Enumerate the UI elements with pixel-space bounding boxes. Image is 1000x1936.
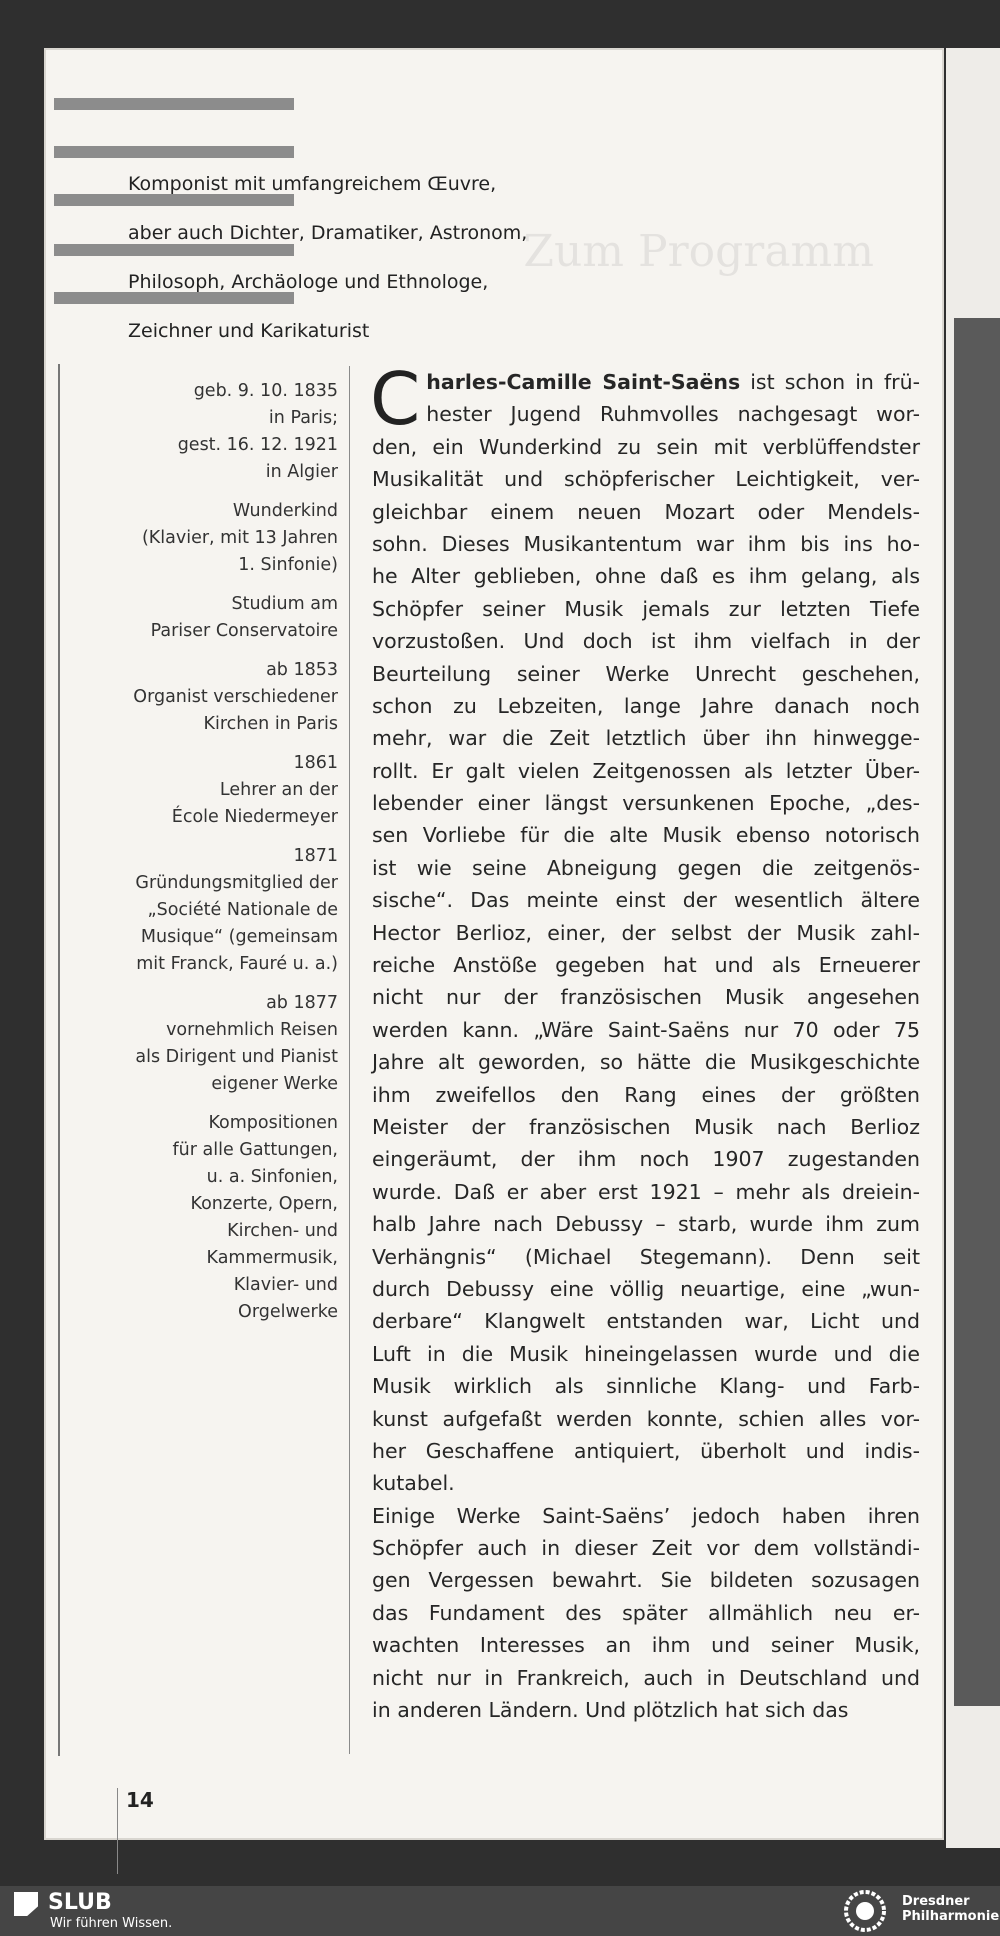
sidebar-line: 1871 bbox=[293, 846, 338, 866]
headline-line: aber auch Dichter, Dramatiker, Astronom, bbox=[128, 222, 528, 244]
body-line: Schöpfer seiner Musik jemals zur letzten Tiefe bbox=[372, 596, 920, 621]
body-line: mehr, war die Zeit letztlich über ihn hinwegge- bbox=[372, 726, 920, 751]
body-line: nicht nur der französischen Musik angesehen bbox=[372, 985, 920, 1010]
sidebar-line: Pariser Conservatoire bbox=[150, 621, 338, 641]
sidebar-line: École Niedermeyer bbox=[171, 807, 338, 827]
sidebar-line: Klavier- und bbox=[233, 1275, 338, 1295]
decorative-stripe bbox=[54, 146, 294, 158]
sidebar-line: ab 1853 bbox=[266, 660, 338, 680]
sidebar-line: „Société Nationale de bbox=[147, 900, 338, 920]
sidebar-line: 1. Sinfonie) bbox=[238, 555, 338, 575]
sidebar-line: Konzerte, Opern, bbox=[190, 1194, 338, 1214]
body-line: Jahre alt geworden, so hätte die Musikgeschichte bbox=[372, 1050, 920, 1075]
sidebar-line: Kirchen in Paris bbox=[203, 714, 338, 734]
body-line: her Geschaffene antiquiert, überholt und indis- bbox=[372, 1438, 920, 1463]
philharmonie-line: Dresdner bbox=[902, 1894, 970, 1909]
sidebar-line: Lehrer an der bbox=[219, 780, 338, 800]
column-rule bbox=[349, 366, 350, 1754]
sidebar-line: 1861 bbox=[293, 753, 338, 773]
sidebar-entry bbox=[124, 591, 338, 645]
body-line: Einige Werke Saint-Saëns’ jedoch haben ihren bbox=[372, 1503, 920, 1528]
slub-tagline: Wir führen Wissen. bbox=[50, 1916, 173, 1931]
philharmonie-logo-icon bbox=[844, 1890, 886, 1932]
body-line: Schöpfer auch in dieser Zeit vor dem vollständi- bbox=[372, 1536, 920, 1561]
sidebar-line: in Algier bbox=[265, 462, 338, 482]
sidebar-entry bbox=[124, 1110, 338, 1326]
body-line: reiche Anstöße gegeben hat und als Erneuerer bbox=[372, 953, 920, 978]
body-line: gen Vergessen bewahrt. Sie bildeten sozusagen bbox=[372, 1568, 920, 1593]
sidebar-entry bbox=[124, 498, 338, 579]
body-line: werden kann. „Wäre Saint-Saëns nur 70 oder 75 bbox=[372, 1017, 920, 1042]
sidebar-line: Kompositionen bbox=[208, 1113, 338, 1133]
left-rule bbox=[58, 364, 60, 1756]
sidebar-line: ab 1877 bbox=[266, 993, 338, 1013]
philharmonie-name bbox=[902, 1894, 999, 1924]
body-line: wachten Interesses an ihm und seiner Musik, bbox=[372, 1633, 920, 1658]
body-line: Hector Berlioz, einer, der selbst der Musik zahl- bbox=[372, 920, 920, 945]
body-line: derbare“ Klangwelt entstanden war, Licht und bbox=[372, 1309, 920, 1334]
body-line: Musikalität und schöpferischer Leichtigkeit, ver- bbox=[372, 467, 920, 492]
body-line: Luft in die Musik hineingelassen wurde und die bbox=[372, 1341, 920, 1366]
decorative-stripe bbox=[54, 98, 294, 110]
footer-bar bbox=[0, 1886, 1000, 1936]
sidebar-entry bbox=[124, 657, 338, 738]
headline-line: Zeichner und Karikaturist bbox=[128, 320, 370, 342]
headline-line: Komponist mit umfangreichem Œuvre, bbox=[128, 173, 497, 195]
sidebar-line: vornehmlich Reisen bbox=[166, 1020, 338, 1040]
body-line: nicht nur in Frankreich, auch in Deutschland und bbox=[372, 1665, 920, 1690]
body-line: Verhängnis“ (Michael Stegemann). Denn seit bbox=[372, 1244, 920, 1269]
body-line: Musik wirklich als sinnliche Klang- und Farb- bbox=[372, 1374, 920, 1399]
body-line: eingeräumt, der ihm noch 1907 zugestanden bbox=[372, 1147, 920, 1172]
body-line: Meister der französischen Musik nach Berlioz bbox=[372, 1114, 920, 1139]
sidebar-line: Orgelwerke bbox=[238, 1302, 338, 1322]
bleed-through-title: Zum Programm bbox=[523, 226, 874, 277]
body-line: den, ein Wunderkind zu sein mit verblüffendster bbox=[372, 434, 920, 459]
sidebar-line: Kammermusik, bbox=[206, 1248, 338, 1268]
sidebar-line: in Paris; bbox=[268, 408, 338, 428]
sidebar-line: (Klavier, mit 13 Jahren bbox=[141, 528, 338, 548]
document-page bbox=[44, 48, 944, 1840]
article-body bbox=[370, 357, 920, 1726]
body-line: halb Jahre nach Debussy – starb, wurde ihm zum bbox=[372, 1212, 920, 1237]
sidebar-entry bbox=[124, 990, 338, 1098]
body-line: kunst aufgefaßt werden konnte, schien alles vor- bbox=[372, 1406, 920, 1431]
body-line: ihm zweifellos den Rang eines der größten bbox=[372, 1082, 920, 1107]
sidebar-line: Wunderkind bbox=[232, 501, 338, 521]
sidebar-line: Gründungsmitglied der bbox=[135, 873, 338, 893]
body-line: Beurteilung seiner Werke Unrecht geschehen, bbox=[372, 661, 920, 686]
body-line: ist wie seine Abneigung gegen die zeitgenös- bbox=[372, 855, 920, 880]
composer-name: harles-Camille Saint-Saëns bbox=[426, 370, 741, 394]
body-line: durch Debussy eine völlig neuartige, eine „wun- bbox=[372, 1276, 920, 1301]
sidebar-line: Studium am bbox=[231, 594, 338, 614]
slub-logo-icon bbox=[14, 1892, 38, 1916]
body-line-text: ist schon in frü- bbox=[740, 370, 920, 394]
sidebar-entry bbox=[124, 750, 338, 831]
page-number: 14 bbox=[126, 1788, 154, 1812]
body-line: das Fundament des später allmählich neu er- bbox=[372, 1600, 920, 1625]
body-line: gleichbar einem neuen Mozart oder Mendels- bbox=[372, 499, 920, 524]
sidebar-line: mit Franck, Fauré u. a.) bbox=[136, 954, 338, 974]
body-line: sische“. Das meinte einst der wesentlich ältere bbox=[372, 888, 920, 913]
body-line: lebender einer längst versunkenen Epoche, „des- bbox=[372, 791, 920, 816]
sidebar-line: eigener Werke bbox=[211, 1074, 338, 1094]
philharmonie-line: Philharmonie bbox=[902, 1909, 1000, 1924]
headline bbox=[128, 160, 598, 356]
biography-sidebar bbox=[124, 378, 338, 1338]
body-line: kutabel. bbox=[372, 1471, 455, 1496]
sidebar-line: Musique“ (gemeinsam bbox=[140, 927, 338, 947]
sidebar-line: Kirchen- und bbox=[227, 1221, 338, 1241]
body-line: rollt. Er galt vielen Zeitgenossen als letzter Über- bbox=[372, 758, 920, 783]
headline-line: Philosoph, Archäologe und Ethnologe, bbox=[128, 271, 489, 293]
body-line: schon zu Lebzeiten, lange Jahre danach noch bbox=[372, 693, 920, 718]
sidebar-line: geb. 9. 10. 1835 bbox=[193, 381, 338, 401]
body-line: vorzustoßen. Und doch ist ihm vielfach in der bbox=[372, 629, 920, 654]
sidebar-entry bbox=[124, 378, 338, 486]
next-page-dark-panel bbox=[954, 318, 1000, 1706]
slub-name: SLUB bbox=[48, 1890, 112, 1915]
sidebar-line: u. a. Sinfonien, bbox=[206, 1167, 338, 1187]
sidebar-line: als Dirigent und Pianist bbox=[135, 1047, 338, 1067]
body-line: hester Jugend Ruhmvolles nachgesagt wor- bbox=[426, 402, 920, 427]
drop-cap: C bbox=[370, 357, 421, 441]
body-line: he Alter geblieben, ohne daß es ihm gelang, als bbox=[372, 564, 920, 589]
body-line: in anderen Ländern. Und plötzlich hat sich das bbox=[372, 1698, 849, 1723]
sidebar-line: gest. 16. 12. 1921 bbox=[177, 435, 338, 455]
sidebar-line: Organist verschiedener bbox=[133, 687, 338, 707]
footer-rule bbox=[117, 1788, 118, 1874]
body-line bbox=[372, 366, 920, 398]
body-line: sohn. Dieses Musikantentum war ihm bis ins ho- bbox=[372, 531, 920, 556]
body-line: wurde. Daß er aber erst 1921 – mehr als dreiein- bbox=[372, 1179, 920, 1204]
sidebar-line: für alle Gattungen, bbox=[172, 1140, 338, 1160]
body-line: sen Vorliebe für die alte Musik ebenso notorisch bbox=[372, 823, 920, 848]
sidebar-entry bbox=[124, 843, 338, 978]
